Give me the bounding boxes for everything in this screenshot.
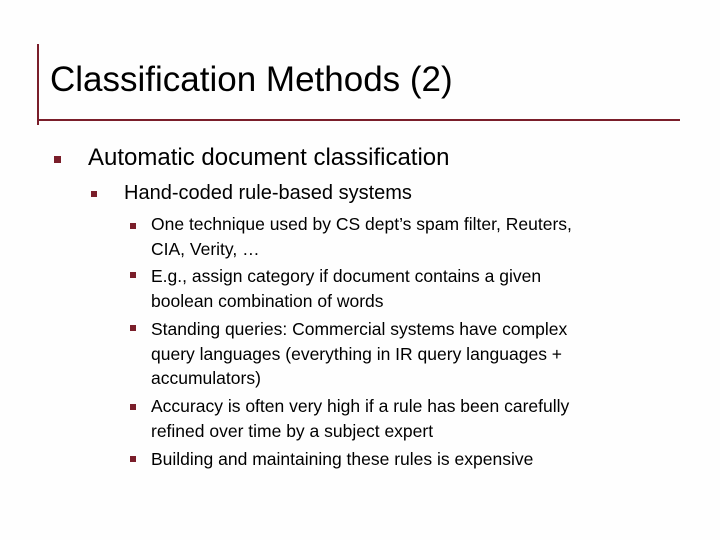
slide-title: Classification Methods (2) [50, 60, 453, 99]
square-bullet-icon [54, 156, 61, 163]
list-item [151, 317, 671, 391]
list-item [151, 394, 671, 443]
list-item [151, 264, 671, 313]
list-item-line: Accuracy is often very high if a rule has been carefully [151, 396, 570, 416]
list-item-line: query languages (everything in IR query languages + [151, 343, 563, 364]
square-bullet-icon [130, 404, 136, 410]
square-bullet-icon [130, 272, 136, 278]
list-item-line: One technique used by CS dept’s spam filter, Reuters, [151, 214, 572, 234]
list-item-line: Building and maintaining these rules is expensive [151, 449, 534, 469]
title-vertical-rule [37, 44, 39, 125]
list-item-line: refined over time by a subject expert [151, 420, 434, 441]
square-bullet-icon [130, 325, 136, 331]
level2-text: Hand-coded rule-based systems [124, 182, 412, 204]
list-item-line: accumulators) [151, 368, 261, 388]
list-item [151, 212, 671, 261]
list-item-line: boolean combination of words [151, 290, 384, 311]
square-bullet-icon [130, 456, 136, 462]
square-bullet-icon [91, 191, 97, 197]
square-bullet-icon [130, 223, 136, 229]
list-item-line: Standing queries: Commercial systems have complex [151, 319, 568, 339]
list-item [151, 447, 671, 472]
level1-text: Automatic document classification [88, 144, 450, 171]
list-item-line: E.g., assign category if document contains a given [151, 266, 542, 286]
title-horizontal-rule [37, 119, 680, 121]
list-item-line: CIA, Verity, … [151, 238, 260, 259]
